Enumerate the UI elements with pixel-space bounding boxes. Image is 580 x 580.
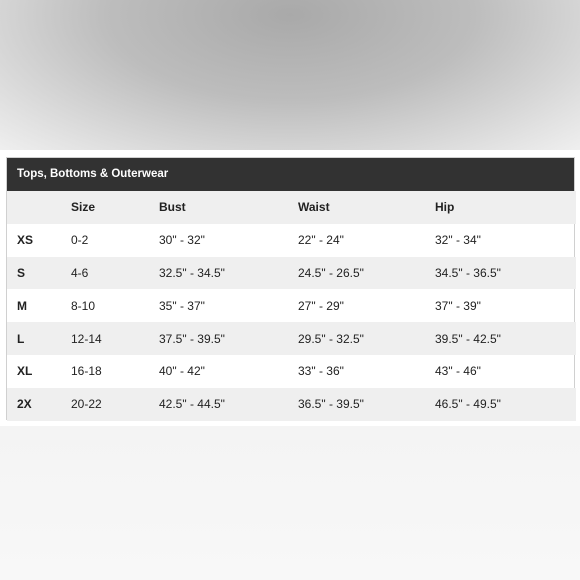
bust-value: 42.5" - 44.5" [159, 397, 225, 412]
waist-value: 24.5" - 26.5" [298, 265, 364, 280]
bust-value: 37.5" - 39.5" [159, 331, 225, 346]
table-row [7, 388, 576, 421]
table-row [7, 289, 576, 322]
size-value: 12-14 [71, 331, 102, 346]
size-value: 8-10 [71, 298, 96, 313]
waist-value: 33" - 36" [298, 364, 344, 379]
background-photo-bottom [0, 426, 580, 580]
column-header-bust: Bust [159, 200, 186, 215]
hip-value: 34.5" - 36.5" [435, 265, 501, 280]
table-row [7, 322, 576, 355]
waist-value: 36.5" - 39.5" [298, 397, 364, 412]
waist-value: 29.5" - 32.5" [298, 331, 364, 346]
size-value: 0-2 [71, 233, 89, 248]
column-header-label [7, 191, 71, 224]
bust-value: 40" - 42" [159, 364, 205, 379]
hip-value: 46.5" - 49.5" [435, 397, 501, 412]
hip-value: 37" - 39" [435, 298, 481, 313]
table-row [7, 257, 576, 290]
table-row [7, 224, 576, 257]
hip-value: 43" - 46" [435, 364, 481, 379]
size-value: 4-6 [71, 265, 89, 280]
size-chart-title: Tops, Bottoms & Outerwear [7, 158, 574, 191]
background-photo-top [0, 0, 580, 150]
size-table [7, 191, 576, 421]
size-label: XS [17, 233, 34, 248]
bust-value: 32.5" - 34.5" [159, 265, 225, 280]
waist-value: 27" - 29" [298, 298, 344, 313]
hip-value: 32" - 34" [435, 233, 481, 248]
hip-value: 39.5" - 42.5" [435, 331, 501, 346]
size-label: S [17, 265, 26, 280]
bust-value: 35" - 37" [159, 298, 205, 313]
waist-value: 22" - 24" [298, 233, 344, 248]
column-header-hip: Hip [435, 200, 455, 215]
size-label: M [17, 298, 27, 313]
bust-value: 30" - 32" [159, 233, 205, 248]
size-label: 2X [17, 397, 32, 412]
column-header-size: Size [71, 200, 96, 215]
column-header-row [7, 191, 576, 224]
size-label: L [17, 331, 25, 346]
table-row [7, 355, 576, 388]
column-header-waist: Waist [298, 200, 330, 215]
size-chart [6, 157, 575, 420]
size-label: XL [17, 364, 33, 379]
size-value: 16-18 [71, 364, 102, 379]
size-value: 20-22 [71, 397, 102, 412]
